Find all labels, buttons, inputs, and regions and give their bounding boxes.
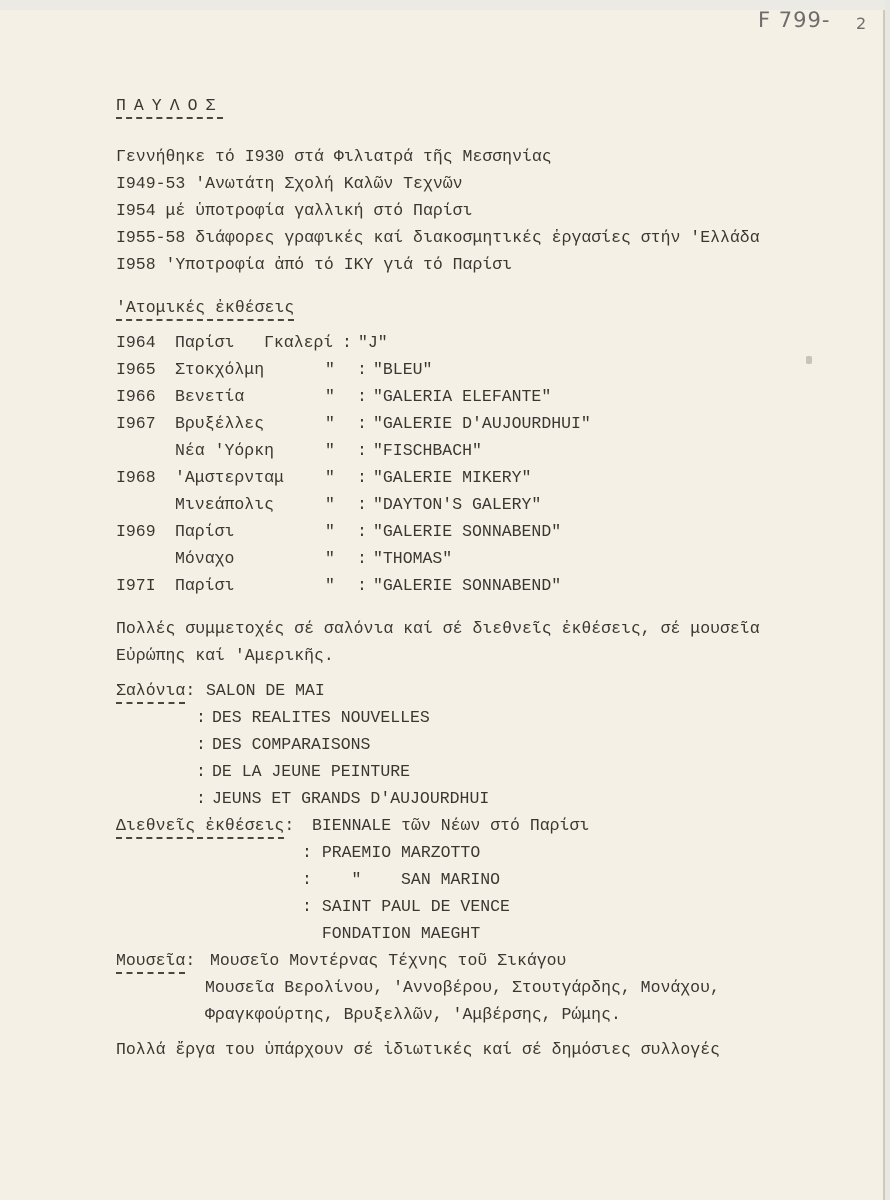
salon-item: DES REALITES NOUVELLES (212, 708, 430, 727)
bio-line: I954 μέ ὑποτροφία γαλλική στό Παρίσι (116, 201, 473, 220)
exhibition-city: Παρίσι (175, 333, 235, 352)
salon-row (116, 735, 856, 754)
international-row (116, 924, 856, 943)
salon-item: DES COMPARAISONS (212, 735, 371, 754)
exhibition-row (116, 522, 856, 541)
bio-line: I955-58 διάφορες γραφικές καί διακοσμητικές ἐργασίες στήν 'Ελλάδα (116, 228, 760, 247)
salon-item: DE LA JEUNE PEINTURE (212, 762, 411, 781)
international-item-prefix (302, 924, 322, 943)
exhibition-gallery: "GALERIE D'AUJOURDHUI" (373, 414, 591, 433)
exhibition-separator: : (342, 333, 352, 352)
international-item-text: FONDATION MAEGHT (321, 924, 481, 943)
exhibition-ditto: Γκαλερί (264, 333, 334, 352)
participation-block (116, 619, 856, 665)
exhibition-gallery: "THOMAS" (373, 549, 453, 568)
exhibition-gallery: "GALERIE SONNABEND" (373, 522, 562, 541)
exhibition-city: Βρυξέλλες (175, 414, 265, 433)
international-row (116, 897, 856, 916)
bio-line: Γεννήθηκε τό I930 στά Φιλιατρά τῆς Μεσσηνίας (116, 147, 552, 166)
international-item (302, 897, 510, 916)
salon-colon: : (196, 735, 206, 754)
salon-colon: : (196, 708, 206, 727)
exhibition-row (116, 333, 856, 352)
solo-exhibitions-table (116, 333, 856, 595)
international-item (302, 924, 480, 943)
exhibition-year: I968 (116, 468, 156, 487)
international-item-text: SAINT PAUL DE VENCE (321, 897, 510, 916)
museum-line: Φραγκφούρτης, Βρυξελλῶν, 'Αμβέρσης, Ρώμης. (205, 1005, 621, 1024)
bio-line: I958 'Υποτροφία ἀπό τό ΙΚΥ γιά τό Παρίσι (116, 255, 513, 274)
international-block (116, 816, 856, 943)
international-item (302, 870, 500, 889)
salon-colon: : (196, 789, 206, 808)
international-first-row (116, 816, 856, 835)
exhibition-city: Μόναχο (175, 549, 235, 568)
biography-block (116, 147, 856, 274)
international-label-text: Διεθνεῖς ἐκθέσεις (116, 816, 284, 839)
exhibition-gallery: "GALERIA ELEFANTE" (373, 387, 552, 406)
exhibition-gallery: "GALERIE MIKERY" (373, 468, 532, 487)
international-item-prefix: : (302, 843, 322, 862)
exhibition-gallery: "J" (358, 333, 388, 352)
title-text: ΠΑΥΛΟΣ (116, 96, 223, 119)
exhibition-ditto: " (325, 549, 335, 568)
exhibition-gallery: "FISCHBACH" (373, 441, 482, 460)
museums-label (116, 951, 210, 970)
exhibition-ditto: " (325, 360, 335, 379)
museum-line: Μουσεῖα Βερολίνου, 'Αννοβέρου, Στουτγάρδης, Μονάχου, (205, 978, 720, 997)
exhibition-row (116, 387, 856, 406)
salons-label-text: Σαλόνια (116, 681, 185, 704)
participation-line: Εὐρώπης καί 'Αμερικῆς. (116, 646, 334, 665)
exhibition-year: I97I (116, 576, 156, 595)
international-item-prefix: : " (302, 870, 402, 889)
closing-line: Πολλά ἔργα του ὑπάρχουν σέ ἰδιωτικές καί σέ δημόσιες συλλογές (116, 1040, 720, 1059)
exhibition-city: Στοκχόλμη (175, 360, 265, 379)
exhibition-city: Μινεάπολις (175, 495, 275, 514)
exhibition-year: I966 (116, 387, 156, 406)
exhibition-city: Παρίσι (175, 522, 235, 541)
page-number-annotation: 2 (856, 14, 867, 33)
exhibition-row (116, 576, 856, 595)
exhibition-separator: : (357, 549, 367, 568)
exhibition-year: I969 (116, 522, 156, 541)
exhibition-gallery: "GALERIE SONNABEND" (373, 576, 562, 595)
salons-block (116, 681, 856, 808)
salon-row (116, 789, 856, 808)
archive-number-annotation: F 799- (758, 8, 831, 32)
exhibition-ditto: " (325, 522, 335, 541)
exhibition-separator: : (357, 522, 367, 541)
exhibition-ditto: " (325, 495, 335, 514)
exhibition-separator: : (357, 576, 367, 595)
international-row (116, 843, 856, 862)
salons-first-row (116, 681, 856, 700)
salons-label (116, 681, 206, 700)
exhibition-gallery: "BLEU" (373, 360, 433, 379)
international-item (302, 843, 480, 862)
exhibition-separator: : (357, 387, 367, 406)
exhibition-ditto: " (325, 414, 335, 433)
salon-colon: : (196, 762, 206, 781)
exhibition-year: I965 (116, 360, 156, 379)
salon-item: JEUNS ET GRANDS D'AUJOURDHUI (212, 789, 490, 808)
museums-label-text: Μουσεῖα (116, 951, 185, 974)
exhibition-separator: : (357, 495, 367, 514)
exhibition-year: I967 (116, 414, 156, 433)
international-label (116, 816, 312, 835)
exhibition-city: Νέα 'Υόρκη (175, 441, 275, 460)
exhibition-separator: : (357, 360, 367, 379)
exhibition-city: Βενετία (175, 387, 245, 406)
participation-line: Πολλές συμμετοχές σέ σαλόνια καί σέ διεθνεῖς ἐκθέσεις, σέ μουσεῖα (116, 619, 760, 638)
exhibition-separator: : (357, 441, 367, 460)
exhibition-row (116, 414, 856, 433)
museums-first-row (116, 951, 856, 970)
solo-exhibitions-heading (116, 298, 856, 317)
document-body (116, 96, 856, 1067)
international-item-text: PRAEMIO MARZOTTO (321, 843, 481, 862)
salon-row (116, 762, 856, 781)
exhibition-row (116, 495, 856, 514)
museums-label-colon: : (185, 951, 196, 970)
museums-block (116, 951, 856, 1024)
scan-right-edge (885, 0, 890, 1200)
international-row (116, 870, 856, 889)
international-item-text: SAN MARINO (401, 870, 501, 889)
international-item-text: BIENNALE τῶν Νέων στό Παρίσι (312, 816, 590, 835)
salon-row (116, 708, 856, 727)
salon-item: SALON DE MAI (206, 681, 325, 700)
exhibition-ditto: " (325, 441, 335, 460)
salons-label-colon: : (185, 681, 196, 700)
exhibition-ditto: " (325, 387, 335, 406)
exhibition-row (116, 549, 856, 568)
international-item-prefix: : (302, 897, 322, 916)
exhibition-separator: : (357, 414, 367, 433)
exhibition-ditto: " (325, 468, 335, 487)
museum-line: Μουσεῖο Μοντέρνας Τέχνης τοῦ Σικάγου (210, 951, 567, 970)
exhibition-row (116, 468, 856, 487)
exhibition-city: Παρίσι (175, 576, 235, 595)
exhibition-separator: : (357, 468, 367, 487)
exhibition-gallery: "DAYTON'S GALERY" (373, 495, 542, 514)
international-label-colon: : (284, 816, 295, 835)
exhibition-row (116, 360, 856, 379)
document-title (116, 96, 856, 115)
exhibition-ditto: " (325, 576, 335, 595)
bio-line: I949-53 'Ανωτάτη Σχολή Καλῶν Τεχνῶν (116, 174, 463, 193)
exhibition-city: 'Αμστερνταμ (175, 468, 284, 487)
exhibition-row (116, 441, 856, 460)
exhibition-year: I964 (116, 333, 156, 352)
international-item (312, 816, 589, 835)
solo-exhibitions-heading-text: 'Ατομικές ἐκθέσεις (116, 298, 294, 321)
